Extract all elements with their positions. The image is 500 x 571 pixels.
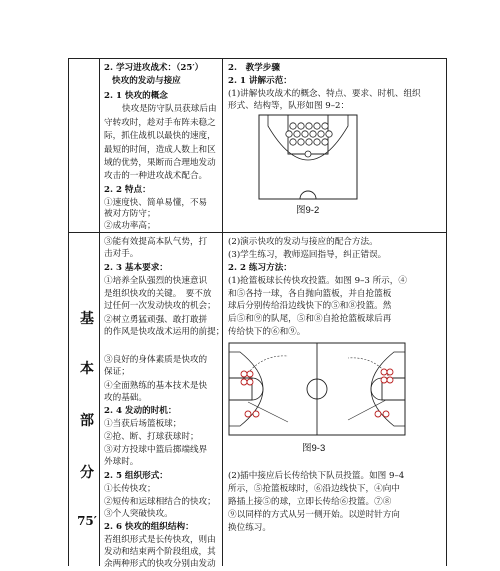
player-circle — [381, 369, 387, 375]
player-circle — [306, 123, 312, 129]
text-line: 被对方防守； — [104, 209, 156, 219]
player-circle — [318, 131, 324, 137]
text-line: 攻的基础。 — [104, 393, 147, 403]
text-line: 最短的时间，造成人数上和区 — [104, 145, 216, 155]
text-line: 换位练习。 — [228, 523, 271, 533]
text-line: 的作风是快攻战术运用的前提； — [104, 327, 225, 337]
text-line: ①培养全队强烈的快速意识 — [104, 276, 208, 286]
text-line: 和⑤各持一球，各自抛向篮板，并自抢篮板 — [228, 289, 392, 299]
player-circle — [286, 131, 292, 137]
forms-heading: 2. 5 组织形式： — [104, 471, 168, 481]
text-line: 际，抓住战机以最快的速度， — [104, 131, 216, 141]
player-circle — [322, 139, 328, 145]
player-circle — [247, 379, 253, 385]
player-circle — [241, 371, 247, 377]
player-circle — [298, 123, 304, 129]
concept-heading: 2. 1 快攻的概念 — [104, 91, 168, 101]
practice-heading: 2. 2 练习方法： — [228, 263, 292, 273]
text-line: ④全面熟练的基本技术是快 — [104, 381, 208, 391]
player-circle — [290, 139, 296, 145]
player-circle — [306, 139, 312, 145]
table-right-border — [446, 58, 447, 566]
player-circle — [305, 151, 311, 157]
player-circle — [314, 123, 320, 129]
text-line: 攻击的一种进攻战术配合。 — [104, 171, 208, 181]
text-line: ③对方投球中篮后掷端线界 — [104, 445, 208, 455]
text-line: ⑨以同样的方式从另一侧开始。以逆时针方向 — [228, 510, 400, 520]
player-circle — [241, 379, 247, 385]
text-line: 外球时。 — [104, 457, 139, 467]
player-circle — [387, 369, 393, 375]
player-circle — [310, 131, 316, 137]
text-line: 所示，⑤抢篮板球时，⑥沿边线快下，④向中 — [228, 484, 400, 494]
side-label-duration: 75′ — [77, 514, 97, 528]
player-circle — [381, 377, 387, 383]
player-circle — [322, 123, 328, 129]
player-circle — [314, 139, 320, 145]
player-circle — [298, 139, 304, 145]
text-line: 是组织快攻的关键。 要不放 — [104, 289, 212, 299]
section-subheading: 快攻的发动与接应 — [112, 76, 181, 86]
text-line: ③能有效提高本队气势，打 — [104, 237, 208, 247]
text-line: 守转攻时，趁对手布阵未稳之 — [104, 118, 216, 128]
text-line: (1)抢篮板球长传快攻投篮。如图 9–3 所示，④ — [228, 276, 407, 286]
structure-heading: 2. 6 快攻的组织结构： — [104, 522, 194, 532]
steps-heading: 2. 教学步骤 — [228, 63, 280, 73]
text-line: 余两种形式的快攻分别由发动 — [104, 559, 216, 569]
player-circle — [302, 131, 308, 137]
figure-9-3-full-court — [228, 342, 406, 436]
text-line: 球后分别传给沿边线快下的⑤和⑧投篮。然 — [228, 301, 392, 311]
player-circle — [290, 123, 296, 129]
text-line: ①当获后场篮板球； — [104, 419, 182, 429]
player-circle — [245, 411, 251, 417]
explain-heading: 2. 1 讲解示范： — [228, 76, 292, 86]
player-circle — [294, 131, 300, 137]
text-line: 快攻是防守队员获球后由 — [122, 104, 217, 114]
text-line: 域的优势，果断而合理地发动 — [104, 158, 216, 168]
features-heading: 2. 2 特点： — [104, 185, 151, 195]
text-line: (3)学生练习，教师巡回指导，纠正错误。 — [228, 250, 387, 260]
player-circle — [253, 411, 259, 417]
player-circle — [326, 131, 332, 137]
text-line: (2)演示快攻的发动与接应的配合方法。 — [228, 237, 378, 247]
text-line: (2)插中接应后长传给快下队员投篮。如图 9–4 — [228, 471, 405, 481]
text-line: 路插上接⑤的球，立即长传给⑥投篮。⑦⑧ — [228, 497, 392, 507]
side-label-char-3: 部 — [80, 413, 94, 429]
text-line: 过任何一次发动快攻的机会； — [104, 301, 216, 311]
text-line: 保证； — [104, 367, 130, 377]
text-line: 传给快下的⑥和⑨。 — [228, 327, 306, 337]
text-line: 形式、结构等，队形如图 9–2： — [228, 101, 350, 111]
text-line: ②树立勇猛顽强、敢打敢拼 — [104, 315, 208, 325]
player-circle — [247, 371, 253, 377]
section-heading: 2. 学习进攻战术：（25′） — [104, 63, 204, 73]
text-line: ②抢、断、打球获球时； — [104, 432, 199, 442]
text-line: 击对手。 — [104, 249, 139, 259]
figure-9-3-caption: 图9-3 — [302, 443, 326, 454]
side-label-char-1: 基 — [80, 311, 94, 327]
figure-9-2-caption: 图9-2 — [296, 205, 320, 216]
text-line: ②成功率高； — [104, 221, 156, 231]
side-label-char-4: 分 — [80, 465, 94, 481]
requirements-heading: 2. 3 基本要求： — [104, 263, 168, 273]
figure-9-2-half-court — [258, 114, 358, 200]
text-line: 若组织形式是长传快攻，则由 — [104, 535, 216, 545]
text-line: 发动和结束两个阶段组成，其 — [104, 547, 216, 557]
side-label-char-2: 本 — [80, 361, 94, 377]
text-line: ①长传快攻； — [104, 484, 156, 494]
table-left-border — [68, 58, 69, 566]
text-line: 后⑤和⑨的队尾，⑤和⑧自抢抢篮板球后再 — [228, 314, 392, 324]
text-line: ②短传和运球相结合的快攻； — [104, 497, 216, 507]
player-circle — [383, 411, 389, 417]
text-line: ③个人突破快攻。 — [104, 509, 173, 519]
table-top-border — [68, 58, 446, 59]
timing-heading: 2. 4 发动的时机： — [104, 406, 177, 416]
table-middle-column-divider — [222, 58, 223, 566]
text-line: ③良好的身体素质是快攻的 — [104, 355, 208, 365]
text-line: (1)讲解快攻战术的概念、特点、要求、时机、组织 — [228, 89, 421, 99]
player-circle — [375, 411, 381, 417]
player-circle — [387, 377, 393, 383]
text-line: ①速度快、简单易懂，不易 — [104, 198, 208, 208]
